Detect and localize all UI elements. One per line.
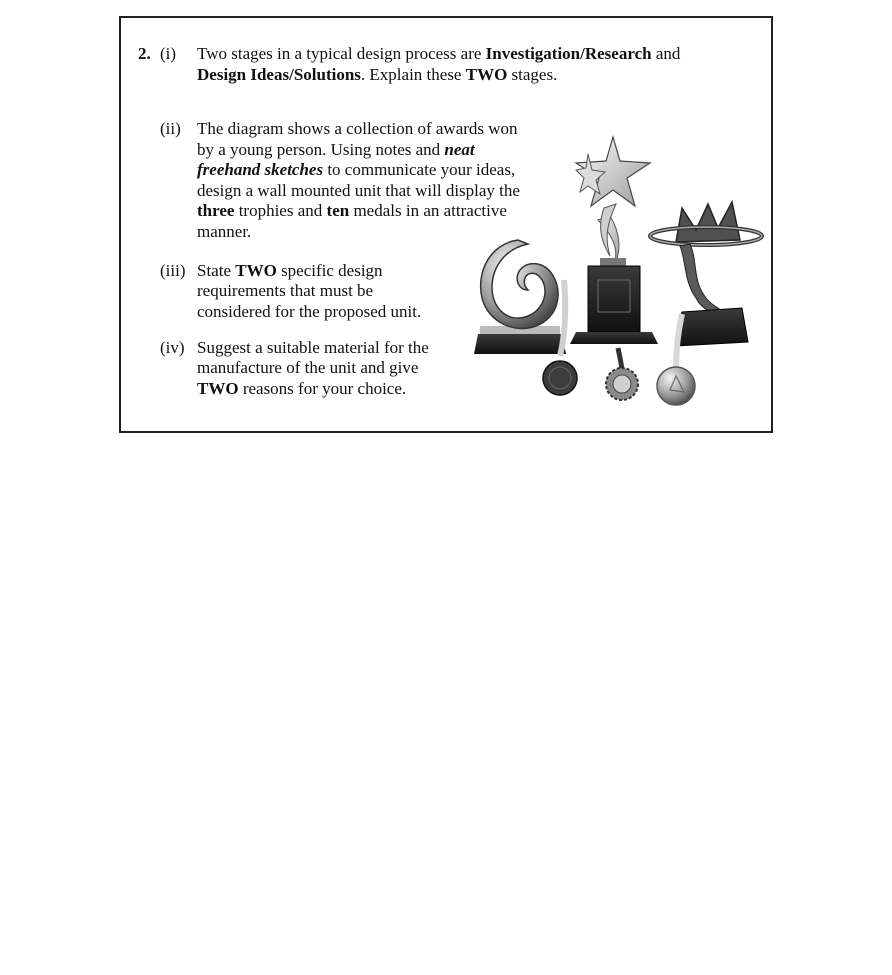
part-i-line-1: Two stages in a typical design process are Investigation/Research and bbox=[197, 44, 681, 63]
medal-sunburst-icon bbox=[606, 348, 638, 400]
part-iii-line-3: considered for the proposed unit. bbox=[197, 302, 422, 321]
part-iv-label: (iv) bbox=[160, 338, 185, 357]
part-iii-line-1: State TWO specific design bbox=[197, 261, 383, 280]
swirl-trophy-icon bbox=[474, 240, 566, 354]
part-ii-line-6: manner. bbox=[197, 222, 252, 241]
part-iii-line-2: requirements that must be bbox=[197, 281, 374, 300]
part-iv-line-2: manufacture of the unit and give bbox=[197, 358, 419, 377]
question-number: 2. bbox=[138, 44, 151, 63]
part-ii-line-4: design a wall mounted unit that will display the bbox=[197, 181, 520, 200]
crown-trophy-icon bbox=[650, 202, 762, 346]
part-ii-line-1: The diagram shows a collection of awards won bbox=[197, 119, 518, 138]
part-ii-line-2: by a young person. Using notes and neat bbox=[197, 140, 475, 159]
part-ii-label: (ii) bbox=[160, 119, 181, 138]
part-iv-line-3: TWO reasons for your choice. bbox=[197, 379, 407, 398]
part-iv-line-1: Suggest a suitable material for the bbox=[197, 338, 429, 357]
part-ii-line-3: freehand sketches to communicate your ideas, bbox=[197, 160, 516, 179]
part-ii-line-5: three trophies and ten medals in an attractive bbox=[197, 201, 507, 220]
awards-illustration bbox=[470, 132, 770, 412]
part-i-label: (i) bbox=[160, 44, 177, 63]
part-iii-label: (iii) bbox=[160, 261, 186, 280]
part-i-line-2: Design Ideas/Solutions. Explain these TWO stages. bbox=[197, 65, 558, 84]
star-trophy-icon bbox=[570, 137, 658, 344]
